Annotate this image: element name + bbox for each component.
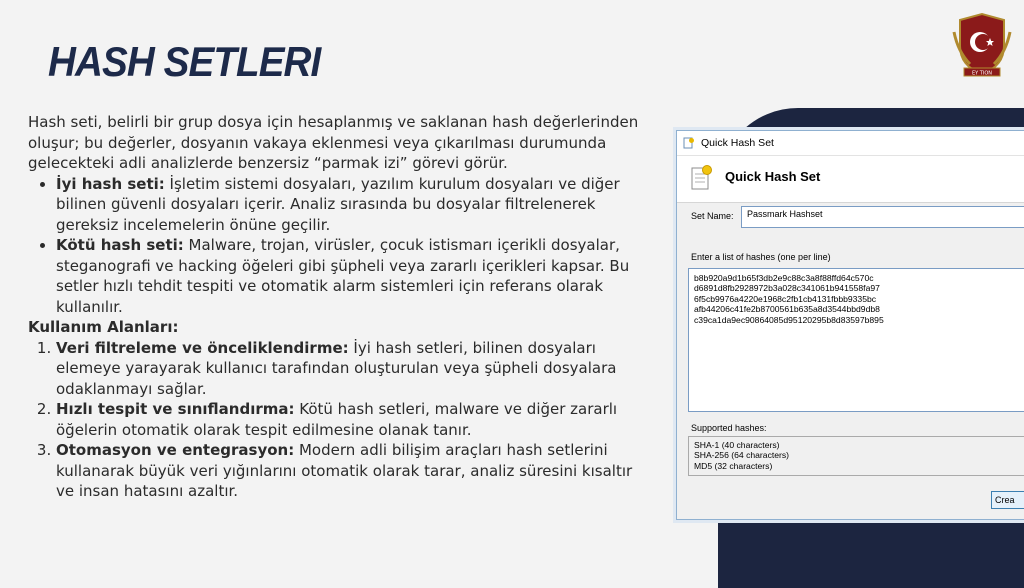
supported-hash-item: SHA-256 (64 characters) xyxy=(694,450,790,461)
logo-banner-text: EY TION xyxy=(971,70,993,77)
university-logo-icon xyxy=(950,12,1014,78)
item-bold: Veri filtreleme ve önceliklendirme: xyxy=(56,338,349,357)
usage-section-title: Kullanım Alanları: xyxy=(28,318,179,336)
supported-hashes-box xyxy=(688,436,1024,476)
list-item xyxy=(56,174,648,236)
hash-line: d6891d8fb2928972b3a028c341061b941558fa97 xyxy=(694,283,880,294)
supported-hash-item: SHA-1 (40 characters) xyxy=(694,440,780,450)
app-icon xyxy=(683,137,695,149)
window-titlebar[interactable] xyxy=(677,131,1024,156)
hash-line: b8b920a9d1b65f3db2e9c88c3a8f88ffd64c570c xyxy=(694,273,874,283)
slide-title: HASH SETLERI xyxy=(48,38,321,85)
hash-line: afb44206c41fe2b8700561b635a8d3544bbd9db8 xyxy=(694,304,880,315)
document-hash-icon xyxy=(691,165,713,191)
item-text: İyi hash setleri, bilinen dosyaları elemeye yarayarak kullanıcı tarafından oluşturulan veya şüpheli dosyalara odaklanmayı sağlar. xyxy=(56,338,617,398)
bullet-text: Malware, trojan, virüsler, çocuk istismarı içerikli dosyalar, steganografi ve hacking öğeleri gibi şüpheli veya zararlı içerikleri kapsar. Bu setler hızlı tehdit tespiti ve otomatik alarm sistemleri için referans olarak kullanılır. xyxy=(56,236,630,316)
set-name-label: Set Name: xyxy=(691,211,734,221)
hash-set-types-list xyxy=(28,174,648,318)
window-title: Quick Hash Set xyxy=(701,137,774,149)
dialog-header-title: Quick Hash Set xyxy=(725,169,821,184)
set-name-input[interactable]: Passmark Hashset xyxy=(741,206,1024,228)
hashes-label: Enter a list of hashes (one per line) xyxy=(691,252,831,262)
dialog-header xyxy=(677,156,1024,203)
hash-line: 6f5cb9976a4220e1968c2fb1cb4131fbbb9335bc xyxy=(694,293,877,304)
list-item xyxy=(56,440,648,502)
bullet-text: İşletim sistemi dosyaları, yazılım kurulum dosyaları ve diğer bilinen güvenli dosyaları içerir. Analiz sırasında bu dosyalar filtrelenerek gereksiz incelemelerin önüne geçilir. xyxy=(56,174,620,234)
list-item xyxy=(56,235,648,317)
item-text: Kötü hash setleri, malware ve diğer zararlı öğelerin otomatik olarak tespit edilmesine olanak tanır. xyxy=(56,400,618,439)
hash-list-textarea[interactable] xyxy=(688,268,1024,412)
supported-hashes-label: Supported hashes: xyxy=(691,423,767,433)
quick-hash-set-window xyxy=(676,130,1024,520)
usage-areas-list xyxy=(28,338,648,502)
supported-hash-item: MD5 (32 characters) xyxy=(694,460,773,471)
intro-paragraph: Hash seti, belirli bir grup dosya için hesaplanmış ve saklanan hash değerlerinden oluşur; bu değerler, dosyanın vakaya eklenmesi veya çıkarılması durumunda gelecekteki adli analizlerde benzersiz “parmak izi” görevi görür. xyxy=(28,113,639,172)
item-text: Modern adli bilişim araçları hash setlerini kullanarak büyük veri yığınlarını otomatik olarak tarar, analiz süresini kısaltır ve insan hatasını azaltır. xyxy=(56,441,633,500)
bullet-bold: Kötü hash seti: xyxy=(56,236,184,254)
hash-line: c39ca1da9ec90864085d95120295b8d83597b895 xyxy=(694,314,884,325)
create-button[interactable]: Crea xyxy=(991,491,1024,509)
item-bold: Hızlı tespit ve sınıflandırma: xyxy=(56,400,295,418)
item-bold: Otomasyon ve entegrasyon: xyxy=(56,441,295,459)
bullet-bold: İyi hash seti: xyxy=(56,174,165,193)
list-item xyxy=(56,338,648,400)
slide-content xyxy=(28,112,648,502)
list-item xyxy=(56,399,648,440)
